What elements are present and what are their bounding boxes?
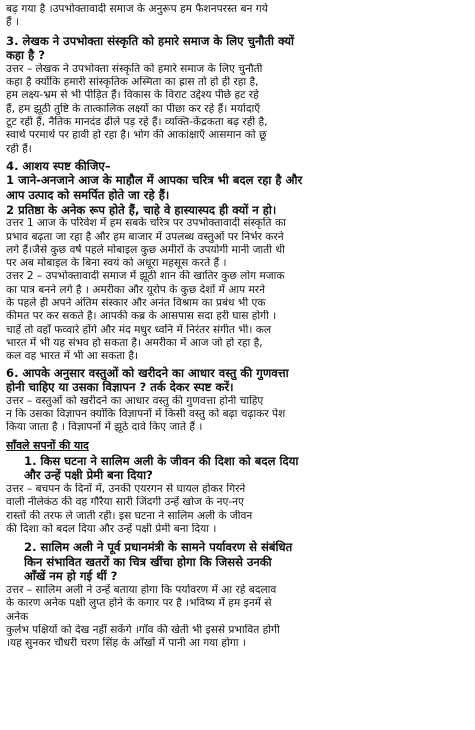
answer-line: प्रभाव बढ़ता जा रहा है और हम बाजार में उपलब्ध वस्तुओं पर निर्भर करने (6, 230, 284, 243)
chapter-title: साँवले सपनों की याद (6, 438, 89, 452)
answer-line: उत्तर – सालिम अली ने उन्हें बताया होगा कि पर्यावरण में आ रहे बदलाव (6, 584, 277, 597)
question-title: 1. किस घटना ने सालिम अली के जीवन की दिशा को बदल दिया (24, 453, 299, 468)
answer-line: का पात्र बनने लगे है । अमरीका और यूरोप के कुछ देशों में आप मरने (6, 283, 266, 296)
question-title: 4. आशय स्पष्ट कीजिए– (6, 158, 111, 173)
answer-line: हम लक्ष्य-भ्रम से भी पीड़ित हैं। विकास के विराट उद्देश्य पीछे हट रहे (6, 89, 259, 102)
answer-line: स्वार्थ परमार्थ पर हावी हो रहा है। भोग की आकांक्षाएँ आसमान को छू (6, 129, 267, 142)
question-title: 2. सालिम अली ने पूर्व प्रधानमंत्री के सामने पर्यावरण से संबंधित (24, 540, 293, 555)
question-title: 6. आपके अनुसार वस्तुओं को खरीदने का आधार वस्तु की गुणवत्ता (6, 365, 289, 380)
statement-line: 2 प्रतिष्ठा के अनेक रूप होते हैं, चाहे वे हास्यास्पद ही क्यों न हो। (6, 202, 277, 217)
answer-line: के कारण अनेक पक्षी लुप्त होने के कगार पर है ।भविष्य में हम इनमें से (6, 597, 272, 610)
chapter-answer-1 (6, 483, 469, 536)
answer-line: की दिशा को बदल दिया और उन्हें पक्षी प्रेमी बना दिया । (6, 522, 217, 535)
answer-line: के पहले ही अपने अंतिम संस्कार और अनंत विश्राम का प्रबंध भी एक (6, 297, 266, 310)
answer-line: कुर्लभ पक्षियों को देख नहीं सकेंगे ।गाँव की खेती भी इससे प्रभावित होगी (6, 623, 280, 636)
answer-line: उत्तर – वस्तुओं को खरीदने का आधार वस्तु की गुणवत्ता होनी चाहिए (6, 394, 264, 407)
answer-line: पर अब मोबाइल के बिना स्वयं को अधूरा महसूस करते हैं । (6, 257, 227, 270)
answer-line: किया जाता है । विज्ञापनों में झूठे दावे किए जाते हैं । (6, 421, 203, 434)
intro-text (6, 3, 469, 30)
answer-line: लगे हैं।जैसे कुछ वर्ष पहले मोबाइल कुछ अमीरों के उपयोगी मानी जाती थी (6, 243, 285, 256)
statement-line: 1 जाने-अनजाने आज के माहौल में आपका चरित्र भी बदल रहा है और (6, 173, 303, 188)
question-title: आँखें नम हो गई थीं ? (24, 569, 118, 584)
question-title: किन संभावित खतरों का चित्र खींचा होगा कि जिससे उनकी (24, 554, 272, 569)
answer-line: टूट रही हैं, नैतिक मानदंड ढीले पड़ रहे हैं। व्यक्ति-केंद्रकता बढ़ रही है, (6, 115, 268, 128)
chapter-answer-2 (6, 584, 469, 650)
answer-line: उत्तर 2 – उपभोक्तावादी समाज में झूठी शान की खातिर कुछ लोग मजाक (6, 270, 285, 283)
text-line: हैं । (6, 16, 20, 29)
answer-line: कल वह भारत में भी आ सकता है। (6, 350, 139, 363)
question-6 (6, 366, 469, 435)
chapter-question-2 (6, 540, 469, 584)
document-page (6, 3, 469, 651)
question-title: होनी चाहिए या उसका विज्ञापन ? तर्क देकर स्पष्ट करें। (6, 380, 234, 395)
answer-line: उत्तर 1 आज के परिवेश में हम सबके चरित्र पर उपभोक्तावादी संस्कृति का (6, 217, 286, 230)
chapter-question-1 (6, 454, 469, 483)
answer-line: रास्तों की तरफ ले जाती रही। इस घटना ने सालिम अली के जीवन (6, 509, 253, 522)
answer-line: हैं, हम झूठी तुष्टि के तात्कालिक लक्ष्यों का पीछा कर रहे हैं। मर्यादाएँ (6, 102, 261, 115)
question-4 (6, 159, 469, 364)
question-title: कहा है ? (6, 48, 46, 63)
answer-line: भारत में भी यह संभव हो सकता है। अमरीका में आज जो हो रहा है, (6, 336, 263, 349)
question-title: और उन्हें पक्षी प्रेमी बना दिया? (24, 468, 153, 483)
chapter-heading (6, 439, 469, 452)
answer-line: रही हैं। (6, 142, 32, 155)
question-title: 3. लेखक ने उपभोक्ता संस्कृति को हमारे समाज के लिए चुनौती क्यों (6, 33, 294, 48)
answer-line: उत्तर – लेखक ने उपभोक्ता संस्कृति को हमारे समाज के लिए चुनौती (6, 62, 263, 75)
answer-line: न कि उसका विज्ञापन क्योंकि विज्ञापनों में किसी वस्तु को बढ़ा चढ़ाकर पेश (6, 407, 286, 420)
statement-line: आप उत्पाद को समर्पित होते जा रहे हैं। (6, 188, 170, 203)
answer-line: चाहें तो वहाँ फव्वारे होंगे और मंद मधुर ध्वनि में निरंतर संगीत भी। कल (6, 323, 272, 336)
answer-line: कहा है क्योंकि हमारी सांस्कृतिक अस्मिता का ह्रास तो हो ही रहा है, (6, 76, 259, 89)
answer-line: ।यह सुनकर चौधरी चरण सिंह के आँखों में पानी आ गया होगा । (6, 637, 246, 650)
answer-line: उत्तर – बचपन के दिनों में, उनकी एयरगन से घायल होकर गिरने (6, 483, 246, 496)
question-3 (6, 34, 469, 156)
answer-line: कीमत पर कर सकते है। आपकी कब्र के आसपास सदा हरी घास होगी । (6, 310, 277, 323)
answer-line: वाली नीलेकंठ की वह गौरैया सारी जिंदगी उन्हें खोज के नए-नए (6, 496, 244, 509)
answer-line: अनेक (6, 610, 29, 623)
text-line: बढ़ गया है ।उपभोक्तावादी समाज के अनुरूप हम फैशनपरस्त बन गये (6, 3, 268, 15)
